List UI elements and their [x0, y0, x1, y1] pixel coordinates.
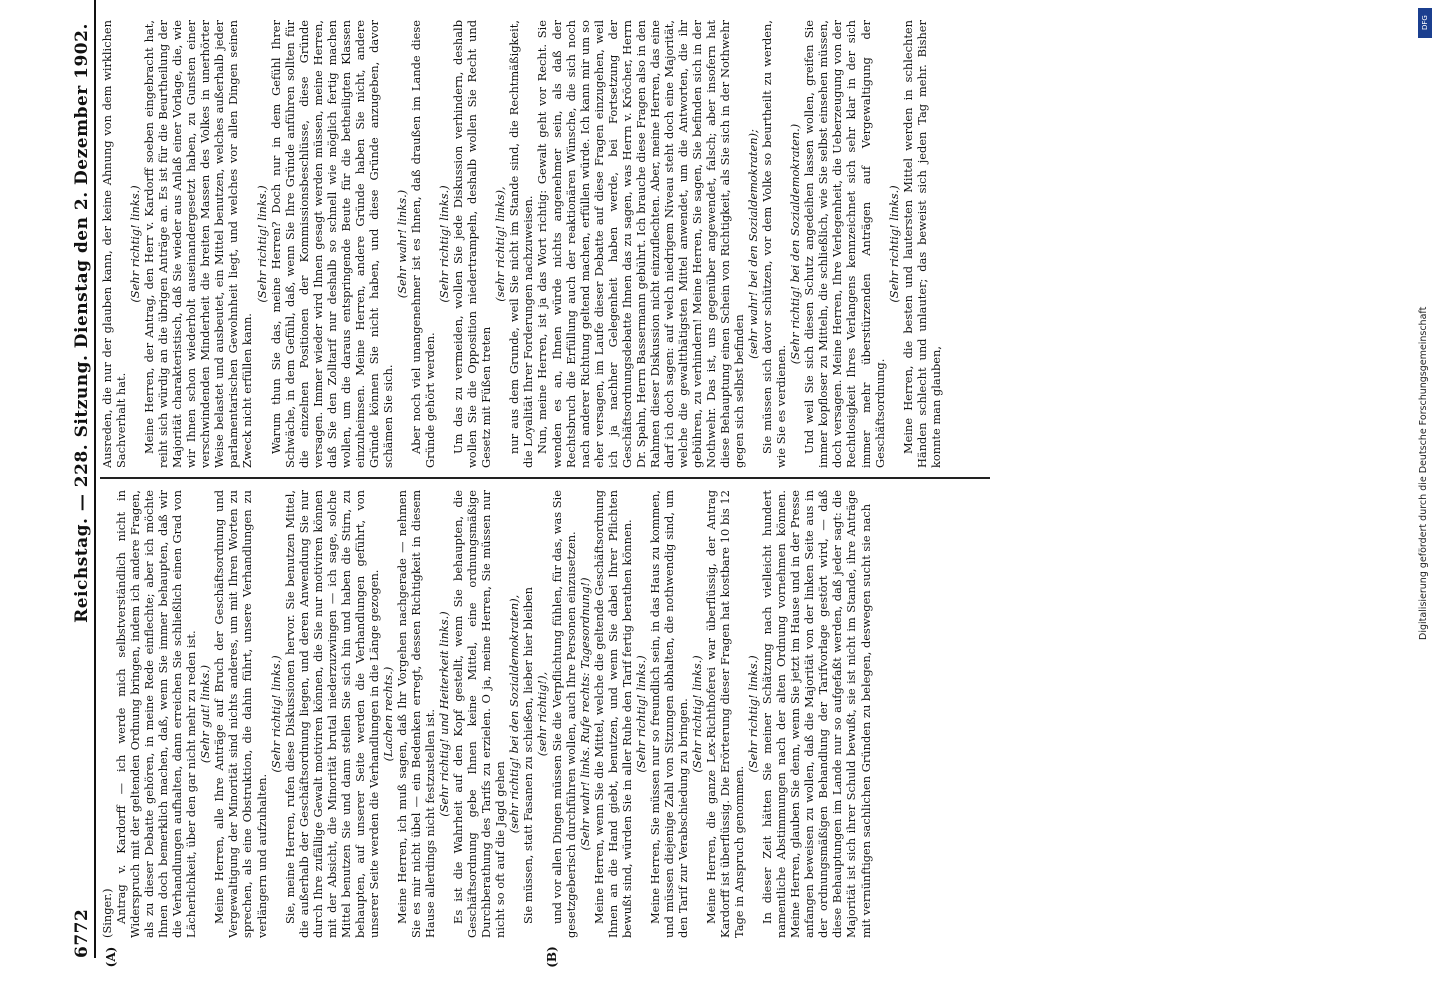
paragraph: Meine Herren, alle Ihre Anträge auf Bruch der Geschäftsordnung und Vergewaltigung der Minorität sind nichts anderes, um mit Ihren Worten zu sprechen, als eine Obstruktion, die dahin führt, unsere Verhandlungen zu verlängern und aufzuhalten.	[212, 490, 269, 938]
interjection: (sehr richtig! links),	[493, 186, 508, 302]
interjection: (Sehr richtig! links.)	[254, 185, 269, 303]
interjection: (sehr richtig!),	[535, 671, 550, 757]
paragraph: Meine Herren, die ganze Lex-Richthoferei war überflüssig, der Antrag Kardorff ist überflüssig. Die Erörterung dieser Fragen hat kostbare 10 bis 12 Tage in Anspruch genommen.	[704, 490, 747, 938]
paragraph: In dieser Zeit hätten Sie meiner Schätzung nach vielleicht hundert namentliche Abstimmungen nach der alten Ordnung vornehmen können. Meine Herren, glauben Sie denn, wenn Sie jetzt im Hause und in der Presse anfangen beweisen zu wollen, daß die Majorität von der linken Seite aus in der ordnungsmäßigen Behandlung der Tarifvorlage gestört wird, — daß diese Behauptungen im Lande nur so aufgefaßt werden, daß jeder sagt: die Majorität ist sich ihrer Schuld bewußt, sie ist nicht im Stande, ihre Anträge mit vernünftigen sachlichen Gründen zu belegen, deswegen sucht sie nach	[760, 490, 873, 938]
paragraph: Meine Herren, ich muß sagen, daß Ihr Vorgehen nachgerade — nehmen Sie es mir nicht übel — ein Bedenken erregt, dessen Richtigkeit in diesem Hause allerdings nicht festzustellen ist.	[394, 490, 438, 938]
interjection: (Sehr richtig! links.)	[268, 655, 283, 773]
right-column	[100, 20, 990, 468]
interjection: (Sehr richtig! links.)	[633, 655, 648, 773]
paragraph: Um das zu vermeiden, wollen Sie jede Diskussion verhindern, deshalb wollen Sie die Opposition niedertrampeln, deshalb wollen Sie Recht und Gesetz mit Füßen treten	[451, 20, 494, 468]
paragraph: Sie müssen, statt Fasanen zu schießen, lieber hier bleiben	[521, 587, 536, 924]
paragraph: Antrag v. Kardorff — ich werde mich selbstverständlich nicht in Widerspruch mit der geltenden Ordnung bringen, indem ich andere Fragen, als zu dieser Debatte gehören, in meine Rede einflechte; aber ich möchte Ihnen doch bemerklich machen, daß, wenn Sie immer behaupten, daß wir die Verhandlungen aufhalten, dann erreichen Sie schließlich einen Grad von Lächerlichkeit, über den gar nicht mehr zu reden ist.	[114, 490, 199, 938]
paragraph: Warum thun Sie das, meine Herren? Doch nur in dem Gefühl Ihrer Schwäche, in dem Gefühl, daß, wenn Sie Ihre Gründe anführen sollten für die einzelnen Positionen der Kommissionsbeschlüsse, diese Gründe versagen. Immer wieder wird Ihnen gesagt werden müssen, meine Herren, daß Sie den Zolltarif nur deshalb so schnell wie möglich fertig machen wollen, um die daraus entspringende Beute für die betheiligten Klassen einzuheimsen. Meine Herren, andere Gründe haben Sie nicht, andere Gründe können Sie nicht haben, und diese Gründe anzugeben, davor schämen Sie sich.	[268, 20, 395, 468]
paragraph: nur aus dem Grunde, weil Sie nicht im Stande sind, die Rechtmäßigkeit, die Loyalität Ihrer Forderungen nachzuweisen.	[507, 20, 536, 468]
dfg-logo: DFG	[1418, 8, 1432, 38]
margin-marker-a: (A)	[104, 946, 118, 968]
paragraph: Sie, meine Herren, rufen diese Diskussionen hervor. Sie benutzen Mittel, die außerhalb der Geschäftsordnung liegen, und deren Anwendung Sie nur durch Ihre zufällige Gewalt motiviren können, die Sie nur motiviren können mit der Absicht, die Minorität brutal niederzuzwingen — ich sage, solche Mittel benutzen Sie und dann stellen Sie sich hin und haben die Stirn, zu behaupten, auf unserer Seite werden die Verhandlungen geführt, von unserer Seite werden die Verhandlungen in die Länge gezogen.	[282, 490, 381, 938]
column-divider	[100, 477, 990, 479]
paragraph: Sie müssen sich davor schützen, vor dem Volke so beurtheilt zu werden, wie Sie es verdienen.	[760, 20, 789, 468]
paragraph: Meine Herren, der Antrag, den Herr v. Kardorff soeben eingebracht hat, reiht sich würdig an die übrigen Anträge an. Es ist für die Beurtheilung der Majorität charakteristisch, daß Sie wieder aus Anlaß einer Vorlage, die, wie wir Ihnen schon wiederholt auseinandergesetzt haben, zu Gunsten einer verschwindenden Minderheit die breiten Massen des Volkes in unerhörter Weise belastet und ausbeutet, ein Mittel benutzen, welches außerhalb jeder parlamentarischen Gewohnheit liegt, und welches vor allen Dingen seinen Zweck nicht erfüllen kann.	[142, 20, 255, 468]
interjection: (Sehr richtig! links.)	[746, 655, 761, 773]
paragraph: (Singer.)	[100, 888, 114, 938]
paragraph: Meine Herren, die besten und lautersten Mittel werden in schlechten Händen schlecht und unlauter; das beweist sich jeden Tag mehr. Bisher konnte man glauben,	[900, 20, 943, 468]
interjection: (Lachen rechts.)	[380, 666, 395, 762]
paragraph: Ausreden, die nur der glauben kann, der keine Ahnung von dem wirklichen Sachverhalt hat.	[100, 20, 129, 468]
interjection: (Sehr richtig! links.)	[886, 185, 901, 303]
header-rule	[94, 0, 96, 958]
paragraph: Es ist die Wahrheit auf den Kopf gestellt, wenn Sie behaupten, die Geschäftsordnung gebe Ihnen keine Mittel, eine ordnungsmäßige Durchberathung des Tarifs zu erzielen. O ja, meine Herren, Sie müssen nur nicht so oft auf die Jagd gehen	[451, 490, 508, 938]
interjection: (Sehr richtig! links.)	[689, 655, 704, 773]
page-number: 6772	[72, 908, 92, 958]
paragraph: Aber noch viel unangenehmer ist es Ihnen, daß draußen im Lande diese Gründe gehört werden.	[409, 20, 438, 468]
interjection: (sehr wahr! bei den Sozialdemokraten);	[746, 129, 761, 359]
paragraph: Meine Herren, Sie müssen nur so freundlich sein, in das Haus zu kommen, und müssen diejenige Zahl von Sitzungen abhalten, die nothwendig sind, um den Tarif zur Verabschiedung zu bringen.	[647, 490, 690, 938]
paragraph: Und weil Sie sich diesen Schutz angedeihen lassen wollen, greifen Sie immer kopfloser zu Mitteln, die schließlich, wie Sie selbst einsehen müssen, doch versagen. Meine Herren, Ihre Verlegenheit, die Ueberzeugung von der Rechtlosigkeit Ihres Verlangens kennzeichnet sich sehr klar in der sich immer mehr überstürzenden Anträgen auf Vergewaltigung der Geschäftsordnung.	[802, 20, 887, 468]
paragraph: Meine Herren, wenn Sie die Mittel, welche die geltende Geschäftsordnung Ihnen an die Hand giebt, benutzen, und wenn Sie dabei Ihrer Pflichten bewußt sind, würden Sie in aller Ruhe den Tarif fertig berathen können.	[591, 490, 634, 938]
margin-marker-b: (B)	[545, 946, 559, 968]
paragraph: Nun, meine Herren, ist ja das Wort richtig: Gewalt geht vor Recht. Sie wenden es an, Ihnen würde nichts angenehmer sein, als daß der Rechtsbruch die Erfüllung auch der reaktionären Wünsche, die sich noch nach anderer Richtung geltend machen, erfüllen würde. Ich kann mir um so eher versagen, im Laufe dieser Debatte auf diese Fragen einzugehen, weil ich ja nachher Gelegenheit haben werde, bei Fortsetzung der Geschäftsordnungsdebatte Ihnen das zu sagen, was Herrn v. Kröcher, Herrn Dr. Spahn, Herrn Bassermann gebührt. Ich brauche diese Fragen also in den Rahmen dieser Diskussion nicht einzuflechten. Aber, meine Herren, das eine darf ich doch sagen: auf welch niedrigem Niveau steht doch eine Majorität, welche die gewaltthätigsten Mittel anwendet, um die Antworten, die ihr gebühren, zu verhindern! Meine Herren, Sie sagen, Sie befinden sich in der Nothwehr. Das ist, uns gegenüber angewendet, falsch; aber insofern hat diese Behauptung einen Schein von Richtigkeit, als Sie sich in der Nothwehr gegen sich selbst befinden	[535, 20, 747, 468]
interjection: (Sehr richtig! bei den Sozialdemokraten.)	[788, 123, 803, 365]
interjection: (Sehr richtig! links.)	[128, 185, 143, 303]
paragraph: und vor allen Dingen müssen Sie die Verpflichtung fühlen, für das, was Sie gesetzgeberisch durchführen wollen, auch Ihre Personen einzusetzen.	[549, 490, 578, 938]
interjection: (Sehr richtig! und Heiterkeit links.)	[437, 611, 452, 817]
running-head: Reichstag. — 228. Sitzung. Dienstag den 2. Dezember 1902.	[72, 23, 92, 623]
interjection: (Sehr wahr! links. Rufe rechts: Tagesordnung!)	[577, 577, 592, 851]
page-header	[62, 0, 92, 958]
digitization-credit	[1414, 0, 1434, 1000]
interjection: (Sehr gut! links.)	[198, 664, 213, 764]
credit-text: Digitalisierung gefördert durch die Deutsche Forschungsgemeinschaft	[1418, 306, 1429, 640]
interjection: (Sehr wahr! links.)	[394, 189, 409, 299]
interjection: (Sehr richtig! links.)	[437, 185, 452, 303]
interjection: (sehr richtig! bei den Sozialdemokraten),	[507, 594, 522, 834]
left-column	[100, 490, 990, 938]
